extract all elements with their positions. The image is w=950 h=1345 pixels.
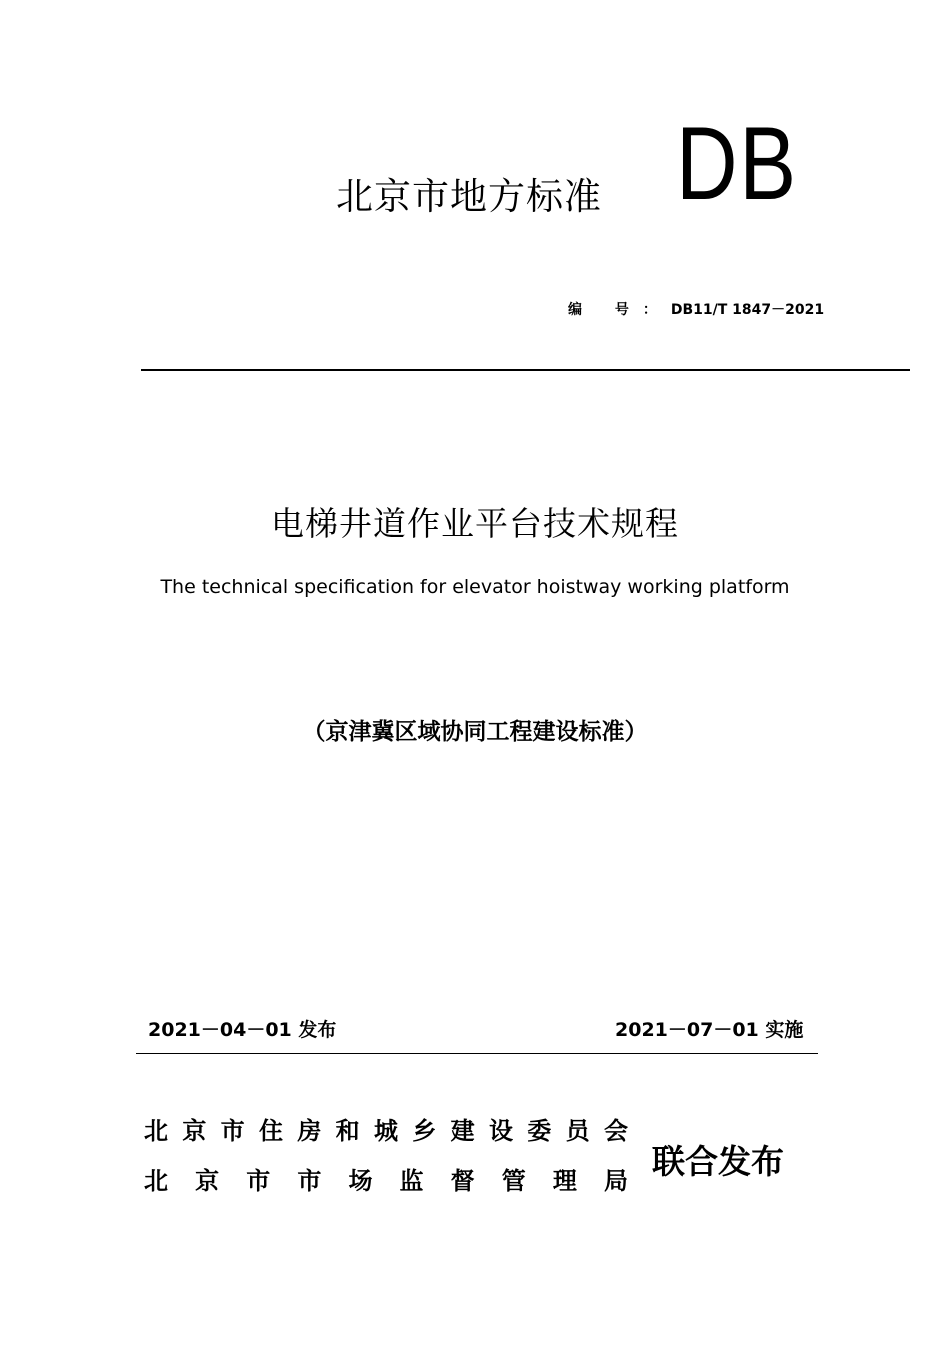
publisher-char: 局 (603, 1167, 628, 1195)
publisher-1 (144, 1111, 628, 1146)
publisher-char: 和 (335, 1117, 360, 1145)
publisher-char: 北 (144, 1167, 168, 1195)
top-divider (141, 369, 910, 371)
publisher-char: 监 (399, 1167, 424, 1195)
publisher-char: 乡 (412, 1117, 437, 1145)
publisher-char: 会 (603, 1117, 628, 1145)
standard-number-value: DB11/T 1847－2021 (670, 302, 825, 318)
publisher-char: 市 (297, 1167, 322, 1195)
implementation-date: 2021－07－01 实施 (615, 1019, 804, 1041)
db-mark: DB (676, 106, 798, 222)
standard-type: 北京市地方标准 (336, 175, 602, 218)
standard-number (568, 299, 824, 319)
publisher-char: 委 (527, 1117, 552, 1145)
publisher-char: 理 (552, 1167, 577, 1195)
publisher-char: 京 (195, 1167, 220, 1195)
standard-number-label: 编 号： (568, 302, 671, 318)
publisher-char: 督 (450, 1167, 475, 1195)
publisher-2 (144, 1161, 628, 1196)
issue-date: 2021－04－01 发布 (148, 1019, 337, 1041)
publisher-char: 场 (348, 1167, 373, 1195)
publisher-char: 设 (488, 1117, 513, 1145)
publisher-char: 市 (220, 1117, 245, 1145)
publisher-char: 住 (258, 1117, 283, 1145)
publisher-char: 员 (565, 1117, 590, 1145)
joint-publish-label: 联合发布 (652, 1142, 784, 1181)
title-chinese: 电梯井道作业平台技术规程 (271, 504, 679, 543)
publisher-char: 建 (450, 1117, 475, 1145)
publisher-char: 管 (501, 1167, 526, 1195)
subtitle: （京津冀区域协同工程建设标准） (302, 719, 648, 745)
publisher-char: 房 (297, 1117, 322, 1145)
publisher-char: 北 (144, 1117, 168, 1145)
publisher-char: 京 (182, 1117, 207, 1145)
bottom-divider (136, 1053, 818, 1054)
publisher-char: 城 (373, 1117, 398, 1145)
publisher-char: 市 (246, 1167, 271, 1195)
title-english: The technical specification for elevator hoistway working platform (160, 576, 790, 598)
